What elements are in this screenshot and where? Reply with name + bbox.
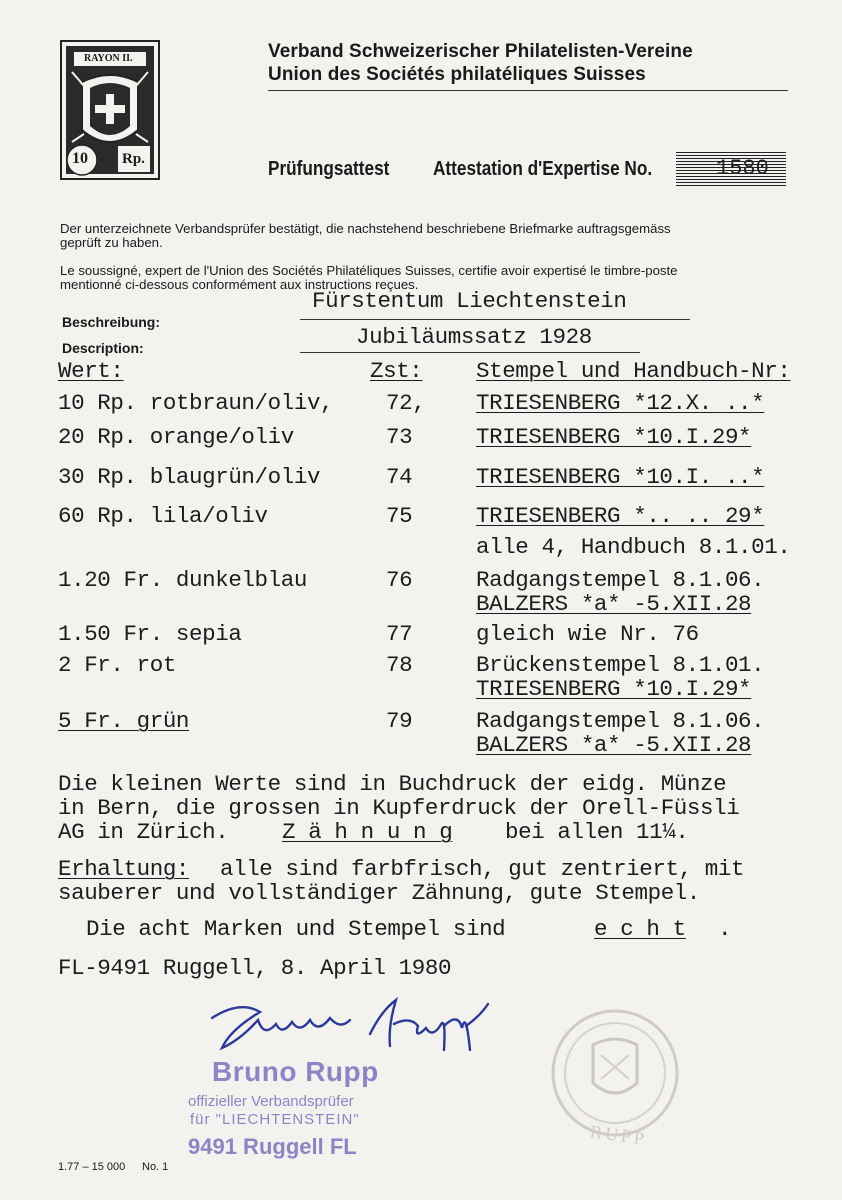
- row-wert: 60 Rp. lila/oliv: [58, 503, 268, 529]
- row-stempel: Radgangstempel 8.1.06.: [476, 708, 765, 734]
- org-name-de: Verband Schweizerischer Philatelisten-Vereine: [268, 41, 693, 62]
- intro-de-line1: Der unterzeichnete Verbandsprüfer bestätigt, die nachstehend beschriebene Briefmarke auftragsgemäss: [60, 221, 671, 236]
- stamp-name: Bruno Rupp: [212, 1056, 379, 1087]
- row-stempel: TRIESENBERG *12.X. ..*: [476, 390, 765, 416]
- desc-rule1: [300, 319, 690, 320]
- row-wert: 2 Fr. rot: [58, 652, 176, 678]
- emblem-unit-text: Rp.: [122, 151, 145, 167]
- header-rule: [268, 90, 788, 91]
- row-zst: 75: [386, 503, 413, 529]
- row-zst: 79: [386, 708, 413, 734]
- seal-text: RUPP: [588, 1121, 649, 1149]
- title-de: Prüfungsattest: [268, 158, 390, 180]
- stamp-line2: offizieller Verbandsprüfer: [188, 1093, 354, 1110]
- row-stempel: Brückenstempel 8.1.01.: [476, 652, 765, 678]
- label-description: Description:: [62, 340, 144, 356]
- para1-zaehnung: Z ä h n u n g: [282, 819, 453, 845]
- row-zst: 73: [386, 424, 413, 450]
- desc-line2: Jubiläumssatz 1928: [356, 324, 592, 350]
- para2-line2: sauberer und vollständiger Zähnung, gute Stempel.: [58, 880, 701, 906]
- col-header-wert: Wert:: [58, 358, 124, 384]
- row-stempel: BALZERS *a* -5.XII.28: [476, 591, 752, 617]
- row-stempel: alle 4, Handbuch 8.1.01.: [476, 534, 791, 560]
- intro-fr-line2: mentionné ci-dessous conformément aux instructions reçues.: [60, 277, 419, 292]
- row-stempel: BALZERS *a* -5.XII.28: [476, 732, 752, 758]
- emblem-top-text: RAYON II.: [84, 53, 133, 64]
- intro-de-line2: geprüft zu haben.: [60, 235, 163, 250]
- title-fr: Attestation d'Expertise No.: [433, 158, 653, 180]
- para3-text: Die acht Marken und Stempel sind: [86, 916, 506, 942]
- row-zst: 72,: [386, 390, 426, 416]
- row-stempel: TRIESENBERG *.. .. 29*: [476, 503, 765, 529]
- row-wert: 10 Rp. rotbraun/oliv,: [58, 390, 334, 416]
- row-wert: 30 Rp. blaugrün/oliv: [58, 464, 321, 490]
- para2-line1: alle sind farbfrisch, gut zentriert, mit: [220, 856, 745, 882]
- para1-line3c: bei allen 11¼.: [505, 819, 689, 845]
- org-name-fr: Union des Sociétés philatéliques Suisses: [268, 64, 646, 85]
- place-date: FL-9491 Ruggell, 8. April 1980: [58, 955, 452, 981]
- row-zst: 78: [386, 652, 413, 678]
- stamp-line4: 9491 Ruggell FL: [188, 1134, 357, 1159]
- para1-line1: Die kleinen Werte sind in Buchdruck der eidg. Münze: [58, 771, 727, 797]
- row-wert: 1.50 Fr. sepia: [58, 621, 242, 647]
- certificate-number: 1580: [716, 156, 769, 181]
- intro-fr-line1: Le soussigné, expert de l'Union des Sociétés Philatéliques Suisses, certifie avoir expertisé le timbre-poste: [60, 263, 678, 278]
- col-header-zst: Zst:: [370, 358, 423, 384]
- row-wert: 5 Fr. grün: [58, 708, 190, 734]
- row-wert: 1.20 Fr. dunkelblau: [58, 567, 307, 593]
- row-stempel: gleich wie Nr. 76: [476, 621, 699, 647]
- para1-line3a: AG in Zürich.: [58, 819, 229, 845]
- row-zst: 76: [386, 567, 413, 593]
- row-stempel: Radgangstempel 8.1.06.: [476, 567, 765, 593]
- certificate-number-box: [676, 152, 786, 186]
- row-zst: 74: [386, 464, 413, 490]
- col-header-stempel: Stempel und Handbuch-Nr:: [476, 358, 791, 384]
- stamp-line3: für "LIECHTENSTEIN": [190, 1111, 360, 1128]
- desc-rule2: [300, 352, 640, 353]
- row-stempel: TRIESENBERG *10.I.29*: [476, 424, 752, 450]
- desc-line1: Fürstentum Liechtenstein: [312, 288, 627, 314]
- footer-code: 1.77 – 15 000: [58, 1161, 126, 1173]
- para1-line2: in Bern, die grossen in Kupferdruck der Orell-Füssli: [58, 795, 740, 821]
- para3-period: .: [718, 916, 732, 942]
- row-wert: 20 Rp. orange/oliv: [58, 424, 294, 450]
- row-zst: 77: [386, 621, 413, 647]
- row-stempel: TRIESENBERG *10.I.29*: [476, 676, 752, 702]
- para2-label: Erhaltung:: [58, 856, 190, 882]
- label-beschreibung: Beschreibung:: [62, 314, 161, 330]
- emblem-value-text: 10: [72, 150, 88, 167]
- row-stempel: TRIESENBERG *10.I. ..*: [476, 464, 765, 490]
- para3-echt: e c h t: [594, 916, 686, 942]
- footer-no: No. 1: [142, 1161, 169, 1173]
- rayon-emblem: [60, 40, 160, 180]
